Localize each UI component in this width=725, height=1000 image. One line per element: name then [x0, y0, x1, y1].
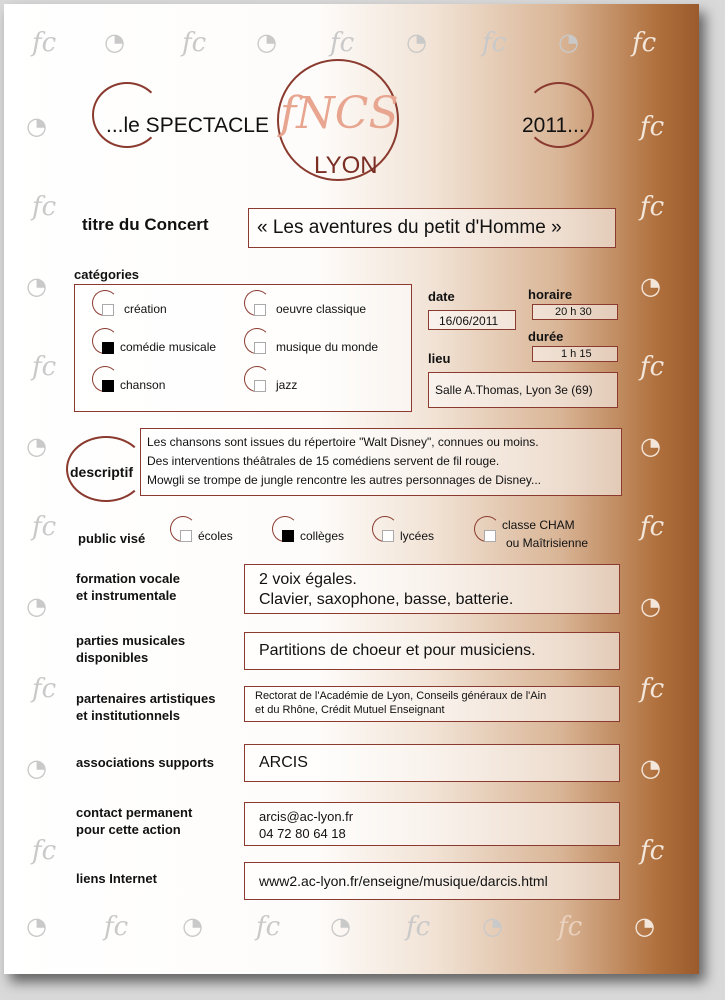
- duree-box: [532, 346, 618, 362]
- duree-value: 1 h 15: [561, 348, 592, 360]
- ring-watermark-icon: ◔: [558, 28, 579, 56]
- public-option-label: écoles: [198, 529, 233, 543]
- horaire-value: 20 h 30: [555, 306, 592, 318]
- ring-watermark-icon: ◔: [640, 592, 661, 620]
- public-checkbox[interactable]: [282, 530, 294, 542]
- lieu-value: Salle A.Thomas, Lyon 3e (69): [435, 383, 593, 397]
- formation-line-2: Clavier, saxophone, basse, batterie.: [259, 591, 514, 608]
- partenaires-label-1: partenaires artistiques: [76, 691, 216, 706]
- contact-label-1: contact permanent: [76, 805, 193, 820]
- logo-city: LYON: [314, 152, 378, 179]
- descriptif-label: descriptif: [70, 464, 134, 480]
- ring-watermark-icon: ◔: [330, 912, 351, 940]
- liens-value[interactable]: www2.ac-lyon.fr/enseigne/musique/darcis.html: [259, 873, 548, 889]
- public-option-label: lycées: [400, 529, 435, 543]
- logo-text: fNCS: [280, 88, 399, 139]
- descriptif-line-3: Mowgli se trompe de jungle rencontre les autres personnages de Disney...: [147, 473, 541, 487]
- partenaires-label-2: et institutionnels: [76, 708, 180, 723]
- ring-watermark-icon: ◔: [640, 432, 661, 460]
- partenaires-box: [244, 686, 620, 722]
- public-checkbox[interactable]: [180, 530, 192, 542]
- ring-watermark-icon: ◔: [26, 592, 47, 620]
- duree-label: durée: [528, 329, 564, 344]
- concert-title-label: titre du Concert: [82, 215, 209, 234]
- fc-watermark-icon: fc: [406, 912, 431, 942]
- header-right-tag: 2011...: [522, 114, 585, 137]
- associations-box: [244, 744, 620, 782]
- fc-watermark-icon: fc: [104, 912, 129, 942]
- liens-box: [244, 862, 620, 900]
- ring-watermark-icon: ◔: [26, 112, 47, 140]
- public-checkbox[interactable]: [382, 530, 394, 542]
- contact-email: arcis@ac-lyon.fr: [259, 809, 354, 824]
- categories-label: catégories: [74, 267, 140, 282]
- category-label: comédie musicale: [120, 340, 217, 354]
- category-checkbox[interactable]: [254, 304, 266, 316]
- descriptif-box: [140, 428, 622, 496]
- associations-value: ARCIS: [259, 754, 308, 771]
- ring-watermark-icon: ◔: [634, 912, 655, 940]
- fc-watermark-icon: fc: [640, 674, 665, 704]
- ring-watermark-icon: ◔: [104, 28, 125, 56]
- parties-box: [244, 632, 620, 670]
- ring-watermark-icon: ◔: [26, 432, 47, 460]
- public-label: public visé: [78, 531, 146, 546]
- fc-watermark-icon: fc: [482, 28, 507, 58]
- fc-watermark-icon: fc: [640, 836, 665, 866]
- horaire-label: horaire: [528, 287, 573, 302]
- ring-watermark-icon: ◔: [640, 754, 661, 782]
- fc-watermark-icon: fc: [640, 352, 665, 382]
- horaire-box: [532, 304, 618, 320]
- fncs-logo: [258, 52, 418, 192]
- formation-box: [244, 564, 620, 614]
- category-checkbox[interactable]: [254, 380, 266, 392]
- category-checkbox[interactable]: [254, 342, 266, 354]
- partenaires-line-2: et du Rhône, Crédit Mutuel Enseignant: [255, 704, 445, 716]
- category-checkbox[interactable]: [102, 304, 114, 316]
- date-box: [428, 310, 516, 330]
- fc-watermark-icon: fc: [558, 912, 583, 942]
- fc-watermark-icon: fc: [330, 28, 355, 58]
- public-option-label-2: ou Maîtrisienne: [506, 536, 589, 550]
- ring-watermark-icon: ◔: [640, 272, 661, 300]
- public-option-label: classe CHAM: [502, 518, 575, 532]
- fc-watermark-icon: fc: [32, 674, 57, 704]
- fc-watermark-icon: fc: [632, 28, 657, 58]
- ring-watermark-icon: ◔: [406, 28, 427, 56]
- category-label: jazz: [276, 378, 298, 392]
- fc-watermark-icon: fc: [640, 512, 665, 542]
- fc-watermark-icon: fc: [182, 28, 207, 58]
- concert-title-box: [248, 208, 616, 248]
- formation-line-1: 2 voix égales.: [259, 571, 357, 588]
- contact-label-2: pour cette action: [76, 822, 181, 837]
- ring-watermark-icon: ◔: [482, 912, 503, 940]
- fc-watermark-icon: fc: [32, 28, 57, 58]
- fc-watermark-icon: fc: [32, 192, 57, 222]
- partenaires-line-1: Rectorat de l'Académie de Lyon, Conseils généraux de l'Ain: [255, 690, 547, 702]
- associations-label: associations supports: [76, 755, 214, 770]
- ring-watermark-icon: ◔: [182, 912, 203, 940]
- fc-watermark-icon: fc: [32, 352, 57, 382]
- header-left-tag: ...le SPECTACLE: [106, 114, 269, 137]
- formation-label-2: et instrumentale: [76, 588, 177, 603]
- contact-phone: 04 72 80 64 18: [259, 826, 346, 841]
- date-label: date: [428, 289, 455, 304]
- fc-watermark-icon: fc: [32, 836, 57, 866]
- fc-watermark-icon: fc: [640, 192, 665, 222]
- ring-watermark-icon: ◔: [26, 912, 47, 940]
- lieu-label: lieu: [428, 351, 451, 366]
- contact-box: [244, 802, 620, 846]
- category-checkbox[interactable]: [102, 342, 114, 354]
- fc-watermark-icon: fc: [640, 112, 665, 142]
- ring-watermark-icon: ◔: [256, 28, 277, 56]
- parties-label-1: parties musicales: [76, 633, 186, 648]
- category-checkbox[interactable]: [102, 380, 114, 392]
- descriptif-line-2: Des interventions théâtrales de 15 comédiens servent de fil rouge.: [147, 454, 500, 468]
- category-label: chanson: [120, 378, 166, 392]
- fc-watermark-icon: fc: [32, 512, 57, 542]
- public-checkbox[interactable]: [484, 530, 496, 542]
- ring-watermark-icon: ◔: [26, 754, 47, 782]
- public-option-label: collèges: [300, 529, 345, 543]
- concert-title-value: « Les aventures du petit d'Homme »: [257, 217, 562, 238]
- parties-label-2: disponibles: [76, 650, 149, 665]
- fc-watermark-icon: fc: [256, 912, 281, 942]
- category-label: musique du monde: [276, 340, 379, 354]
- lieu-box: [428, 372, 618, 408]
- parties-value: Partitions de choeur et pour musiciens.: [259, 642, 536, 659]
- ring-watermark-icon: ◔: [26, 272, 47, 300]
- date-value: 16/06/2011: [439, 314, 499, 328]
- category-label: oeuvre classique: [276, 302, 367, 316]
- document-page: [4, 4, 699, 974]
- formation-label-1: formation vocale: [76, 571, 181, 586]
- category-label: création: [124, 302, 167, 316]
- liens-label: liens Internet: [76, 871, 157, 886]
- descriptif-line-1: Les chansons sont issues du répertoire "Walt Disney", connues ou moins.: [147, 435, 539, 449]
